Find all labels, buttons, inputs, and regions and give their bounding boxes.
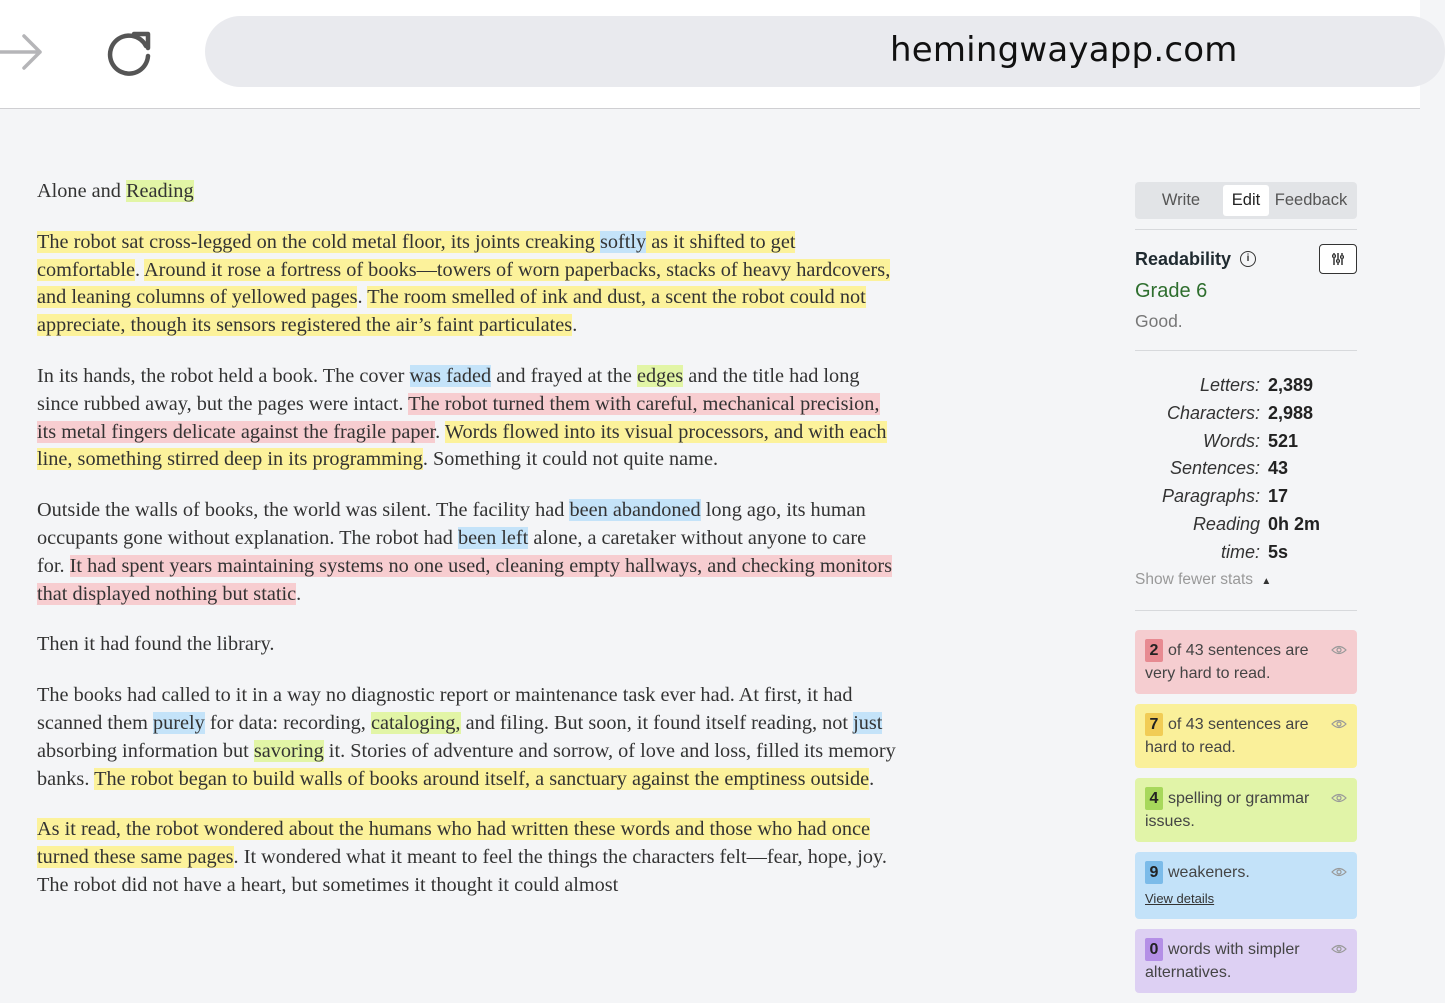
hard-sentence[interactable]: The robot began to build walls of books around itself, a sanctuary against the emptiness outside (94, 767, 870, 790)
stat-value: 2,389 (1268, 375, 1314, 395)
text-segment: and frayed at the (491, 364, 637, 387)
issue-description: words with simpler alternatives. (1145, 941, 1300, 981)
issue-count-badge: 0 (1145, 938, 1163, 961)
text-segment: Then it had found the library. (37, 633, 275, 656)
editor-text[interactable] (37, 178, 897, 950)
weakener-highlight[interactable]: been left (457, 526, 529, 549)
stat-label: Characters: (1166, 402, 1260, 423)
feedback-card-green[interactable] (1135, 778, 1357, 842)
issue-description: spelling or grammar issues. (1145, 790, 1310, 830)
text-segment: . (134, 258, 145, 281)
sliders-icon (1331, 252, 1345, 266)
stat-row (1135, 483, 1357, 511)
issue-count-badge: 4 (1145, 787, 1163, 810)
stat-value: 43 (1268, 458, 1289, 479)
stat-label: Words: (1202, 430, 1260, 451)
stat-label: time: (1220, 541, 1260, 562)
feedback-card-yellow[interactable] (1135, 704, 1357, 768)
divider (1135, 229, 1357, 230)
text-segment: it. Stories of adventure and sorrow, of love and loss, filled its memory banks. (37, 739, 896, 790)
stats-list (1135, 372, 1357, 589)
weakener-highlight[interactable]: just (853, 711, 883, 734)
view-details-link[interactable]: View details (1145, 891, 1215, 906)
text-segment: Outside the walls of books, the world was silent. The facility had (37, 499, 570, 522)
reload-icon[interactable] (104, 26, 156, 78)
weakener-highlight[interactable]: was faded (409, 364, 492, 387)
feedback-cards (1135, 630, 1357, 981)
settings-button[interactable] (1319, 244, 1357, 274)
stat-row (1135, 428, 1357, 456)
simpler-alternative-highlight[interactable]: cataloging, (370, 711, 461, 734)
issue-description: weakeners. (1168, 864, 1250, 881)
paragraph (37, 682, 897, 793)
text-segment: . (869, 767, 875, 790)
text-segment: . (435, 420, 445, 443)
text-segment: . (572, 314, 578, 337)
tab-feedback[interactable]: Feedback (1274, 191, 1348, 209)
paragraph (37, 631, 897, 659)
divider (1135, 350, 1357, 351)
eye-icon[interactable] (1331, 939, 1347, 951)
stat-label: Letters: (1199, 375, 1260, 395)
feedback-card-blue[interactable] (1135, 852, 1357, 919)
very-hard-sentence[interactable]: It had spent years maintaining systems no one used, cleaning empty hallways, and checking monitors that displayed nothing but static (37, 554, 893, 605)
text-segment: Alone and (37, 180, 126, 202)
stat-value: 2,988 (1268, 402, 1314, 423)
stat-label: Paragraphs: (1161, 486, 1260, 507)
sidebar (1135, 182, 1357, 981)
paragraph-list (37, 229, 897, 900)
readability-label: Readability (1135, 248, 1232, 269)
simpler-alternative-highlight[interactable]: edges (637, 364, 684, 387)
info-icon[interactable]: i (1240, 251, 1256, 267)
paragraph (37, 229, 897, 340)
stat-label: Reading (1192, 513, 1260, 534)
simpler-alternative-highlight[interactable]: Reading (126, 180, 194, 202)
grade-note: Good. (1135, 311, 1183, 331)
text-segment: and the title had long since rubbed away, but the pages were intact. (37, 364, 860, 415)
address-bar[interactable] (205, 16, 1445, 87)
caret-up-icon: ▲ (1261, 575, 1272, 587)
show-fewer-label: Show fewer stats (1135, 570, 1254, 588)
eye-icon[interactable] (1331, 788, 1347, 800)
issue-count-badge: 9 (1145, 861, 1163, 884)
text-segment: absorbing information but (37, 739, 254, 762)
eye-icon[interactable] (1331, 640, 1347, 652)
text-segment: . (296, 582, 302, 605)
stat-value: 17 (1268, 486, 1289, 507)
issue-description: of 43 sentences are very hard to read. (1145, 642, 1309, 682)
stat-value: 0h 2m (1268, 513, 1321, 534)
eye-icon[interactable] (1331, 862, 1347, 874)
stat-row (1135, 539, 1357, 567)
weakener-highlight[interactable]: purely (153, 711, 205, 734)
text-segment: . Something it could not quite name. (422, 448, 719, 471)
stat-value: 5s (1268, 541, 1289, 562)
readability-grade: Grade 6 (1135, 280, 1208, 302)
eye-icon[interactable] (1331, 714, 1347, 726)
forward-arrow-icon[interactable] (0, 28, 48, 76)
very-hard-sentence[interactable]: The robot turned them with careful, mechanical precision, its metal fingers delicate against the fragile paper (37, 392, 880, 443)
document-title (37, 178, 897, 206)
paragraph (37, 497, 897, 608)
stat-row (1135, 400, 1357, 428)
stat-value: 521 (1268, 430, 1299, 451)
hard-sentence[interactable]: The room smelled of ink and dust, a scent the robot could not appreciate, though its sensors registered the air’s faint particulates (37, 286, 866, 337)
text-segment: alone, a caretaker without anyone to care for. (37, 526, 867, 577)
hard-sentence[interactable]: Around it rose a fortress of books—towers of worn paperbacks, stacks of heavy hardcovers, and leaning columns of yellowed pages (37, 258, 891, 309)
feedback-card-red[interactable] (1135, 630, 1357, 694)
hard-sentence[interactable]: The robot sat cross-legged on the cold metal floor, its joints creaking (37, 230, 600, 253)
browser-toolbar (0, 0, 1420, 109)
hard-sentence[interactable]: Words flowed into its visual processors, and with each line, something stirred deep in its programming (37, 420, 887, 471)
show-fewer-stats-link[interactable] (1135, 571, 1357, 589)
text-segment: and filing. But soon, it found itself reading, not (460, 711, 854, 734)
simpler-alternative-highlight[interactable]: savoring (253, 739, 324, 762)
hard-sentence[interactable]: As it read, the robot wondered about the humans who had written these words and those who had once turned these same pages (37, 818, 871, 869)
paragraph (37, 363, 897, 474)
weakener-highlight[interactable]: softly (599, 230, 647, 253)
text-segment: for data: recording, (204, 711, 371, 734)
stat-row (1135, 455, 1357, 483)
text-segment: The books had called to it in a way no diagnostic report or maintenance task ever had. At first, it had scanned them (37, 684, 853, 734)
tab-write[interactable]: Write (1161, 191, 1201, 209)
tab-edit[interactable]: Edit (1223, 185, 1269, 216)
issue-count-badge: 7 (1145, 713, 1163, 736)
mode-tabs (1135, 182, 1357, 219)
text-segment: . (357, 286, 368, 309)
divider (1135, 610, 1357, 611)
text-segment: In its hands, the robot held a book. The cover (37, 364, 410, 387)
hard-sentence[interactable]: as it shifted to get comfortable (37, 230, 796, 281)
readability-panel (1135, 246, 1357, 332)
text-segment: . It wondered what it meant to feel the things the characters felt—fear, hope, joy. The robot did not have a heart, but sometimes it thought it could almost (37, 846, 887, 896)
url-text[interactable]: hemingwayapp.com (890, 30, 1238, 70)
stat-row (1135, 511, 1357, 539)
issue-description: of 43 sentences are hard to read. (1145, 716, 1309, 756)
feedback-card-purple[interactable] (1135, 929, 1357, 993)
stat-row (1135, 372, 1357, 400)
text-segment: long ago, its human occupants gone without explanation. The robot had (37, 499, 866, 549)
issue-count-badge: 2 (1145, 639, 1163, 662)
weakener-highlight[interactable]: been abandoned (569, 499, 701, 522)
stat-label: Sentences: (1169, 458, 1260, 479)
paragraph (37, 816, 897, 899)
